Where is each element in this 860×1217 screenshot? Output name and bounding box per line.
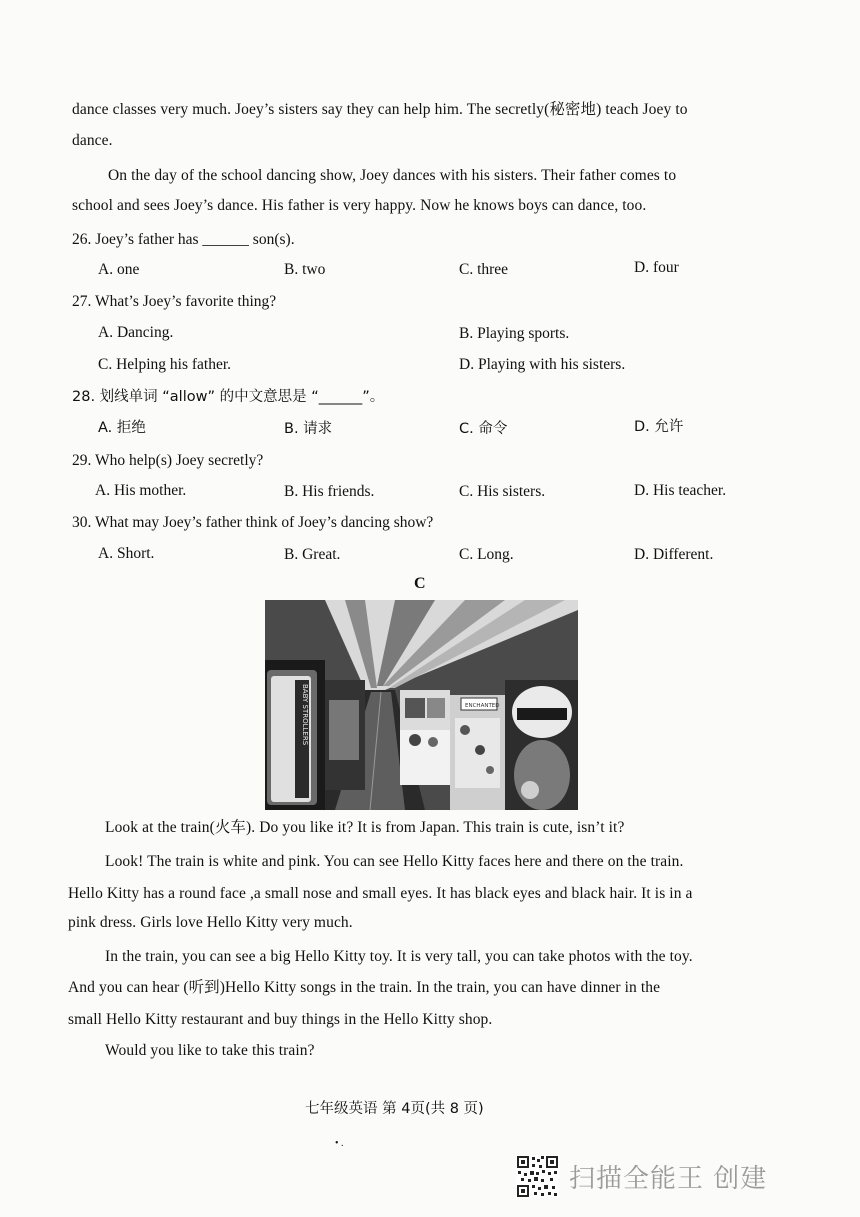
- passage-c-line: Hello Kitty has a round face ,a small nose and small eyes. It has black eyes and black hair. It is in a: [68, 885, 693, 902]
- passage-c-line: In the train, you can see a big Hello Kitty toy. It is very tall, you can take photos with the toy.: [105, 948, 693, 965]
- question-29: 29. Who help(s) Joey secretly?: [72, 452, 264, 469]
- option-28b: B. 请求: [284, 421, 333, 437]
- passage-c-line: small Hello Kitty restaurant and buy things in the Hello Kitty shop.: [68, 1011, 493, 1028]
- photo-sign-strollers: BABY STROLLERS: [301, 684, 309, 746]
- option-26d: D. four: [634, 259, 679, 276]
- option-26a: A. one: [98, 261, 140, 278]
- option-28c: C. 命令: [459, 421, 508, 437]
- option-30c: C. Long.: [459, 546, 514, 563]
- question-28: 28. 划线单词 “allow” 的中文意思是 “______”。: [72, 389, 385, 405]
- option-30b: B. Great.: [284, 546, 341, 563]
- page-footer: 七年级英语 第 4页(共 8 页): [305, 1101, 484, 1117]
- question-30: 30. What may Joey’s father think of Joey’s dancing show?: [72, 514, 434, 531]
- scanner-watermark-text: 扫描全能王 创建: [569, 1164, 768, 1194]
- passage-line: dance.: [72, 132, 113, 149]
- photo-sign-enchanted: ENCHANTED: [465, 703, 500, 709]
- option-30a: A. Short.: [98, 545, 155, 562]
- passage-line: dance classes very much. Joey’s sisters say they can help him. The secretly(秘密地) teach Joey to: [72, 101, 688, 118]
- option-29d: D. His teacher.: [634, 482, 727, 499]
- print-speck: • .: [335, 1138, 344, 1149]
- passage-line: school and sees Joey’s dance. His father is very happy. Now he knows boys can dance, too.: [72, 197, 647, 214]
- option-26c: C. three: [459, 261, 509, 278]
- passage-c-line: pink dress. Girls love Hello Kitty very much.: [68, 914, 353, 931]
- option-27c: C. Helping his father.: [98, 356, 232, 373]
- train-interior-image: [265, 600, 578, 810]
- passage-c-line: Look! The train is white and pink. You can see Hello Kitty faces here and there on the train.: [105, 853, 684, 870]
- option-29c: C. His sisters.: [459, 483, 546, 500]
- qr-code-icon: [516, 1155, 559, 1198]
- option-29b: B. His friends.: [284, 483, 375, 500]
- passage-c-paragraph-1: Look at the train(火车). Do you like it? It is from Japan. This train is cute, isn’t it?: [105, 819, 625, 836]
- question-27: 27. What’s Joey’s favorite thing?: [72, 293, 277, 310]
- option-29a: A. His mother.: [95, 482, 187, 499]
- option-27a: A. Dancing.: [98, 324, 174, 341]
- passage-line: On the day of the school dancing show, Joey dances with his sisters. Their father comes to: [108, 167, 677, 184]
- train-photo: [265, 600, 578, 810]
- option-28a: A. 拒绝: [98, 420, 146, 436]
- option-28d: D. 允许: [634, 419, 684, 435]
- option-27d: D. Playing with his sisters.: [459, 356, 626, 373]
- section-heading-c: C: [414, 575, 426, 592]
- option-26b: B. two: [284, 261, 326, 278]
- question-26: 26. Joey’s father has ______ son(s).: [72, 231, 295, 248]
- option-30d: D. Different.: [634, 546, 714, 563]
- option-27b: B. Playing sports.: [459, 325, 570, 342]
- passage-c-paragraph-4: Would you like to take this train?: [105, 1042, 315, 1059]
- passage-c-line: And you can hear (听到)Hello Kitty songs in the train. In the train, you can have dinner in the: [68, 979, 661, 996]
